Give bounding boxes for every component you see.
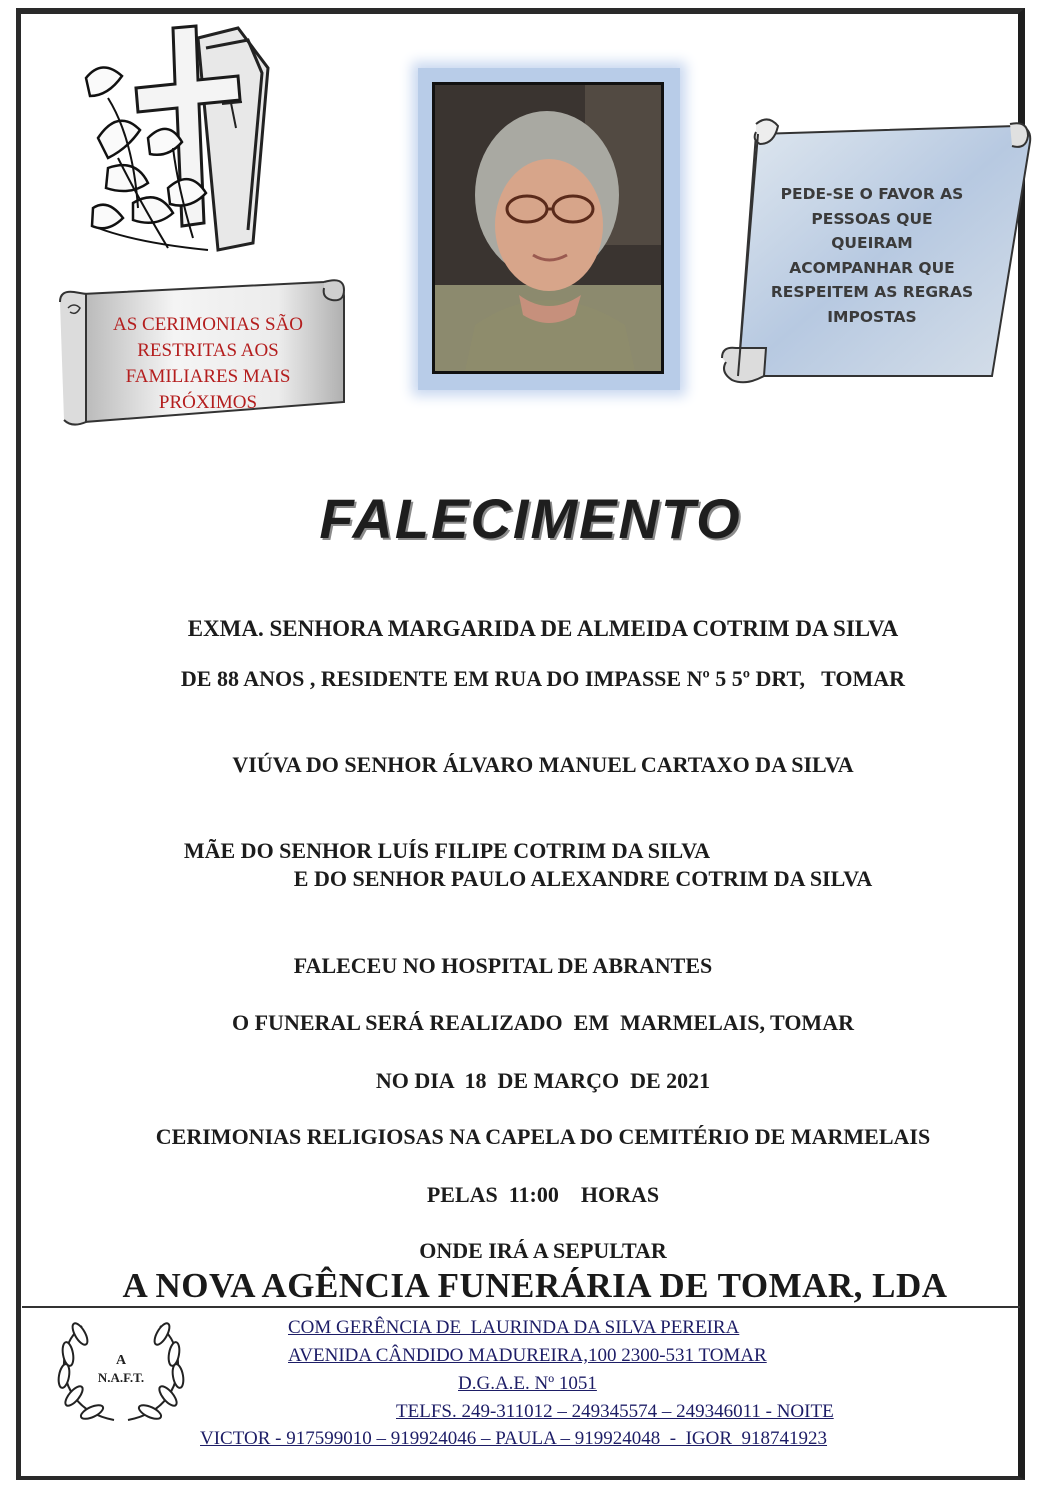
mother-of-line-1: MÃE DO SENHOR LUÍS FILIPE COTRIM DA SILVA <box>183 838 711 863</box>
cross-lilies-bible-icon <box>78 18 278 258</box>
agency-dgae: D.G.A.E. Nº 1051 <box>458 1373 597 1394</box>
agency-phones: TELFS. 249-311012 – 249345574 – 249346011 - NOITE <box>396 1401 834 1422</box>
agency-address: AVENIDA CÂNDIDO MADUREIRA,100 2300-531 TOMAR <box>288 1345 767 1366</box>
logo-text-naft: N.A.F.T. <box>97 1370 145 1385</box>
agency-name: A NOVA AGÊNCIA FUNERÁRIA DE TOMAR, LDA <box>122 1266 948 1305</box>
widow-of: VIÚVA DO SENHOR ÁLVARO MANUEL CARTAXO DA SILVA <box>232 752 854 777</box>
religious-ceremonies: CERIMONIAS RELIGIOSAS NA CAPELA DO CEMITÉRIO DE MARMELAIS <box>155 1124 931 1149</box>
logo-text-a: A <box>115 1353 127 1368</box>
funeral-date: NO DIA 18 DE MARÇO DE 2021 <box>375 1068 711 1093</box>
burial-note: ONDE IRÁ A SEPULTAR <box>419 1238 667 1263</box>
agency-contacts: VICTOR - 917599010 – 919924046 – PAULA – 919924048 - IGOR 918741923 <box>200 1428 828 1449</box>
portrait-photo <box>432 82 664 374</box>
restricted-ceremony-note: AS CERIMONIAS SÃO RESTRITAS AOS FAMILIARES MAIS PRÓXIMOS <box>112 314 304 413</box>
portrait-frame <box>418 68 680 390</box>
place-of-death: FALECEU NO HOSPITAL DE ABRANTES <box>293 953 713 978</box>
laurel-wreath-icon <box>52 1312 190 1430</box>
respect-rules-note: PEDE-SE O FAVOR AS PESSOAS QUE QUEIRAM ACOMPANHAR QUE RESPEITEM AS REGRAS IMPOSTAS <box>770 185 974 326</box>
mother-of-line-2: E DO SENHOR PAULO ALEXANDRE COTRIM DA SILVA <box>293 866 873 891</box>
deceased-name: EXMA. SENHORA MARGARIDA DE ALMEIDA COTRIM DA SILVA <box>187 616 899 641</box>
ceremony-time: PELAS 11:00 HORAS <box>426 1182 660 1207</box>
age-residence: DE 88 ANOS , RESIDENTE EM RUA DO IMPASSE Nº 5 5º DRT, TOMAR <box>180 666 906 691</box>
agency-divider <box>22 1306 1020 1308</box>
funeral-location: O FUNERAL SERÁ REALIZADO EM MARMELAIS, TOMAR <box>232 1010 854 1035</box>
page-title: FALECIMENTO <box>319 487 742 550</box>
agency-manager: COM GERÊNCIA DE LAURINDA DA SILVA PEREIRA <box>288 1317 740 1338</box>
